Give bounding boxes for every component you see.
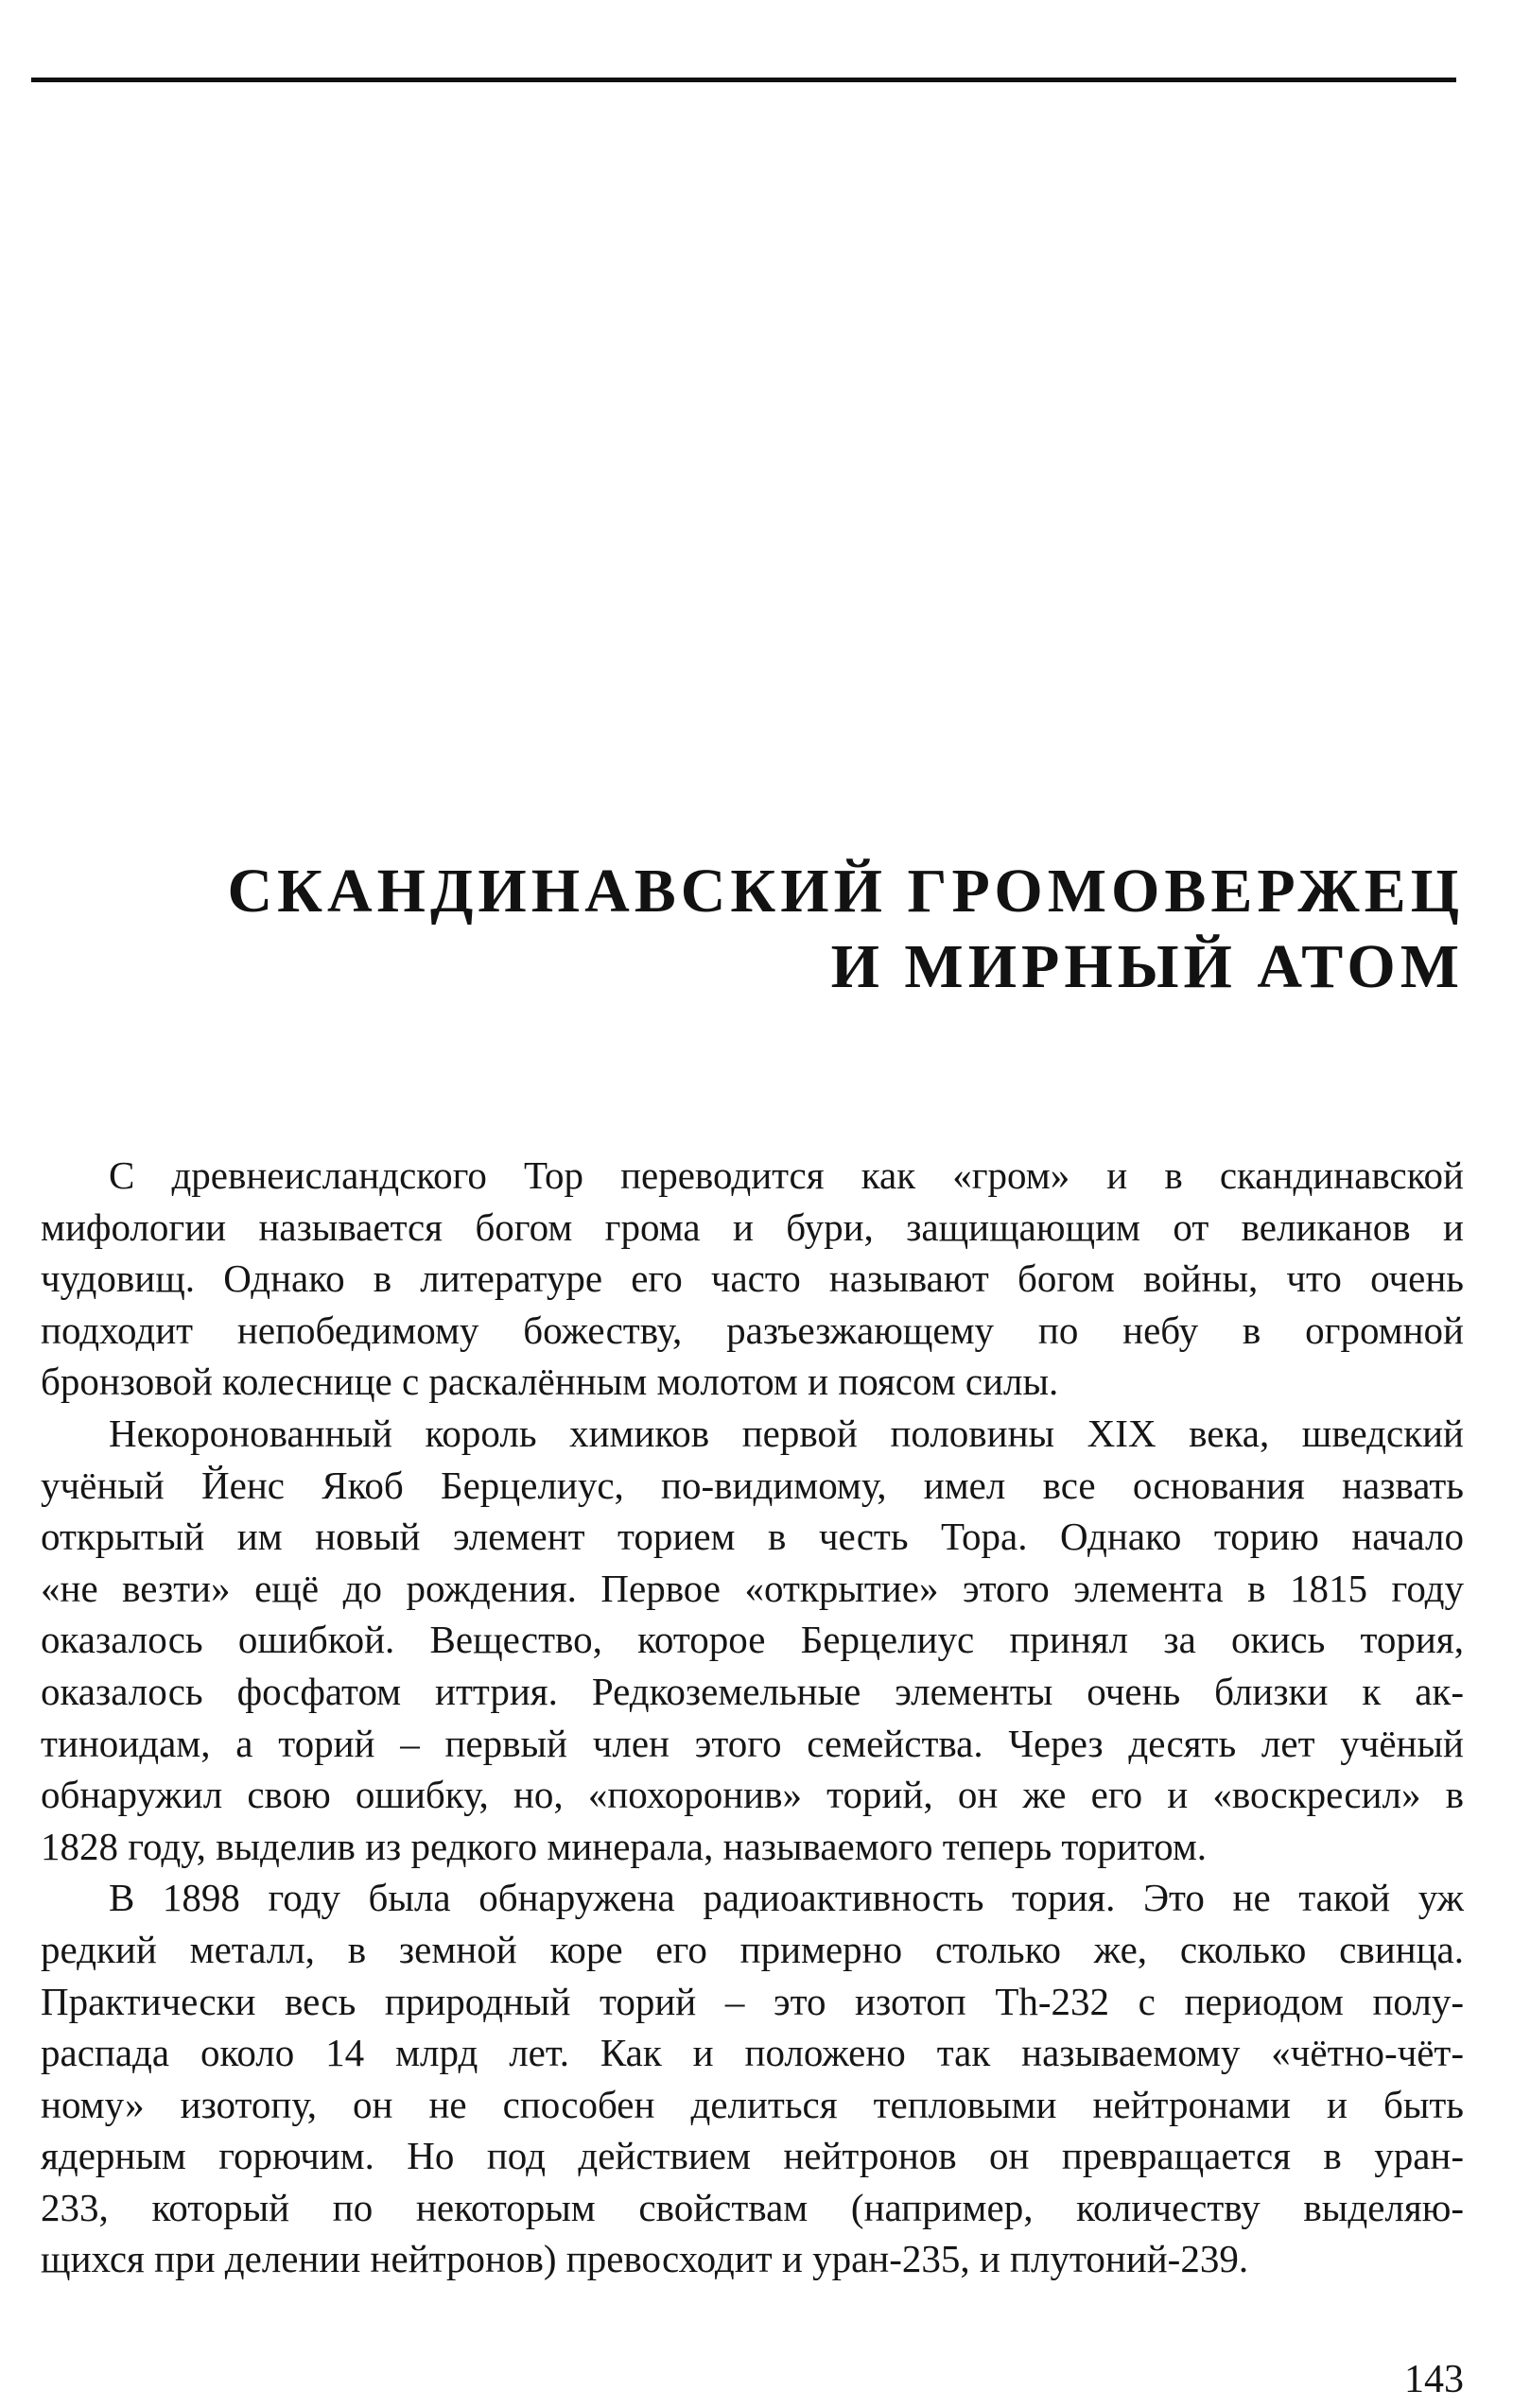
chapter-title-line: СКАНДИНАВСКИЙ ГРОМОВЕРЖЕЦ: [227, 857, 1464, 926]
text-line: чудовищ. Однако в литературе его часто называют богом войны, что очень: [41, 1256, 1464, 1301]
text-line: мифологии называется богом грома и бури, защищающим от великанов и: [41, 1204, 1464, 1249]
text-line: редкий металл, в земной коре его примерно столько же, сколько свинца.: [41, 1927, 1464, 1971]
text-line: оказалось фосфатом иттрия. Редкоземельные элементы очень близки к ак-: [41, 1669, 1464, 1713]
text-line: обнаружил свою ошибку, но, «похоронив» торий, он же его и «воскресил» в: [41, 1773, 1464, 1817]
paragraph: [41, 1150, 1464, 1408]
chapter-title-line: И МИРНЫЙ АТОМ: [830, 932, 1464, 1001]
text-line: Практически весь природный торий – это изотоп Th-232 с периодом полу-: [41, 1979, 1464, 2023]
paragraph: [41, 1872, 1464, 2285]
page-number: 143: [1404, 2358, 1464, 2401]
top-rule: [31, 78, 1456, 82]
text-line: «не везти» ещё до рождения. Первое «открытие» этого элемента в 1815 году: [41, 1566, 1464, 1610]
text-line: тиноидам, а торий – первый член этого семейства. Через десять лет учёный: [41, 1721, 1464, 1765]
text-line: С древнеисландского Тор переводится как «гром» и в скандинавской: [109, 1153, 1464, 1197]
text-line: щихся при делении нейтронов) превосходит и уран-235, и плутоний-239.: [41, 2237, 1249, 2281]
paragraph: [41, 1408, 1464, 1872]
chapter-title: [95, 854, 1464, 1005]
text-line: бронзовой колеснице с раскалённым молотом и поясом силы.: [41, 1360, 1059, 1404]
text-line: 1828 году, выделив из редкого минерала, называемого теперь торитом.: [41, 1824, 1208, 1868]
text-line: подходит непобедимому божеству, разъезжающему по небу в огромной: [41, 1308, 1464, 1352]
text-line: открытый им новый элемент торием в честь Тора. Однако торию начало: [41, 1515, 1464, 1559]
text-line: Некоронованный король химиков первой половины XIX века, шведский: [109, 1411, 1464, 1455]
text-line: В 1898 году была обнаружена радиоактивность тория. Это не такой уж: [109, 1876, 1464, 1920]
text-line: распада около 14 млрд лет. Как и положено так называемому «чётно-чёт-: [41, 2031, 1464, 2075]
text-line: 233, который по некоторым свойствам (например, количеству выделяю-: [41, 2185, 1464, 2229]
text-line: ядерным горючим. Но под действием нейтронов он превращается в уран-: [41, 2134, 1464, 2178]
text-line: учёный Йенс Якоб Берцелиус, по-видимому, имел все основания назвать: [41, 1463, 1464, 1507]
body-text: [41, 1150, 1464, 2285]
text-line: оказалось ошибкой. Вещество, которое Берцелиус принял за окись тория,: [41, 1618, 1464, 1662]
text-line: ному» изотопу, он не способен делиться тепловыми нейтронами и быть: [41, 2082, 1464, 2126]
